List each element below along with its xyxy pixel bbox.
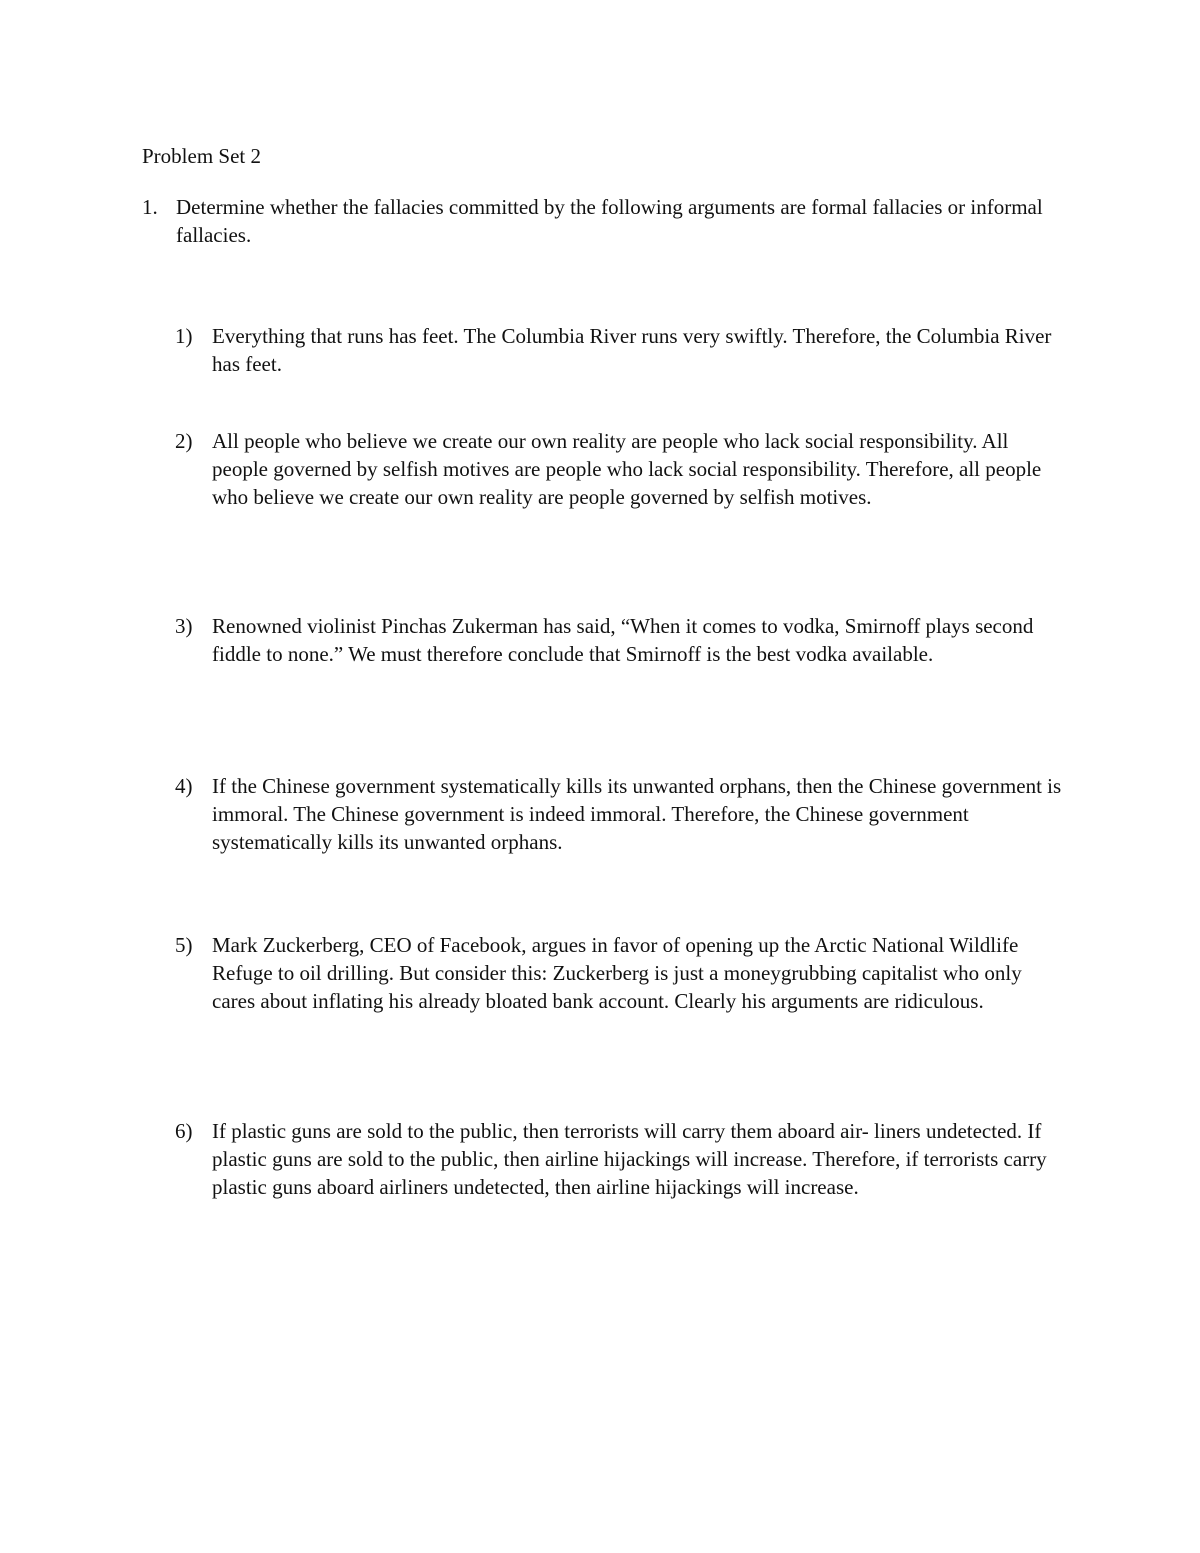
argument-text: If plastic guns are sold to the public, then terrorists will carry them aboard air- liners undetected. If plastic guns are sold to the public, then airline hijackings will increase. Therefore, if terrorists carry plastic guns aboard airliners undetected, then airline hijackings will increase.: [212, 1119, 1047, 1199]
question-number: 1.: [142, 195, 158, 219]
argument-number: 6): [175, 1119, 193, 1143]
argument-text: Mark Zuckerberg, CEO of Facebook, argues in favor of opening up the Arctic National Wildlife Refuge to oil drilling. But consider this: Zuckerberg is just a moneygrubbing capitalist who only cares about inflating his already bloated bank account. Clearly his arguments are ridiculous.: [212, 933, 1022, 1013]
argument-text: Everything that runs has feet. The Columbia River runs very swiftly. Therefore, the Columbia River has feet.: [212, 324, 1052, 376]
argument-number: 4): [175, 774, 193, 798]
argument-number: 5): [175, 933, 193, 957]
argument-text: Renowned violinist Pinchas Zukerman has said, “When it comes to vodka, Smirnoff plays second fiddle to none.” We must therefore conclude that Smirnoff is the best vodka available.: [212, 614, 1034, 666]
page-title: Problem Set 2: [142, 144, 261, 168]
argument-number: 2): [175, 429, 193, 453]
argument-number: 1): [175, 324, 193, 348]
argument-text: All people who believe we create our own reality are people who lack social responsibility. All people governed by selfish motives are people who lack social responsibility. Therefore, all people who believe we create our own reality are people governed by selfish motives.: [212, 429, 1042, 509]
question-text: Determine whether the fallacies committed by the following arguments are formal fallacies or informal fallacies.: [176, 195, 1043, 247]
argument-number: 3): [175, 614, 193, 638]
argument-text: If the Chinese government systematically kills its unwanted orphans, then the Chinese government is immoral. The Chinese government is indeed immoral. Therefore, the Chinese government systematically kills its unwanted orphans.: [212, 774, 1062, 854]
